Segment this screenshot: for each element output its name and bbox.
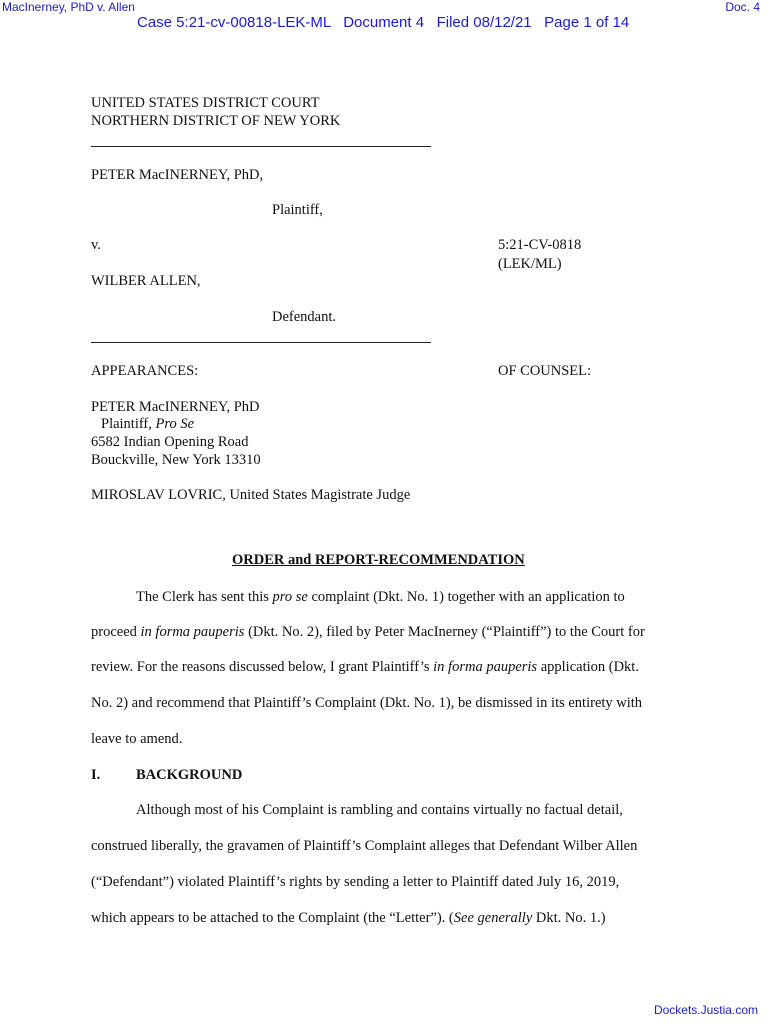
paragraph1-line4: No. 2) and recommend that Plaintiff’s Complaint (Dkt. No. 1), be dismissed in its entirety with [91, 695, 643, 711]
section-heading: BACKGROUND [136, 767, 243, 783]
judge-name: MIROSLAV LOVRIC, United States Magistrate Judge [91, 487, 411, 503]
paragraph2-line2: construed liberally, the gravamen of Plaintiff’s Complaint alleges that Defendant Wilber Allen [91, 838, 638, 854]
paragraph1-line1: The Clerk has sent this pro se complaint (Dkt. No. 1) together with an application to [136, 589, 625, 605]
caption-divider-bottom [91, 342, 431, 343]
dockets-justia-link[interactable]: Dockets.Justia.com [653, 1003, 758, 1017]
document-title: ORDER and REPORT-RECOMMENDATION [232, 552, 525, 568]
paragraph2-line1: Although most of his Complaint is rambling and contains virtually no factual detail, [136, 802, 623, 818]
paragraph2-line3: (“Defendant”) violated Plaintiff’s rights by sending a letter to Plaintiff dated July 16, 2019, [91, 874, 620, 890]
case-name-link[interactable]: MacInerney, PhD v. Allen [2, 0, 135, 14]
doc-number: Doc. 4 [725, 0, 760, 14]
paragraph2-line4: which appears to be attached to the Complaint (the “Letter”). (See generally Dkt. No. 1.) [91, 910, 606, 926]
address-line1: 6582 Indian Opening Road [91, 434, 249, 450]
address-line2: Bouckville, New York 13310 [91, 452, 261, 468]
appearances-label: APPEARANCES: [91, 363, 199, 379]
plaintiff-name: PETER MacINERNEY, PhD, [91, 167, 264, 183]
plaintiff-role: Plaintiff, [272, 202, 323, 218]
appearance-role: Plaintiff, Pro Se [101, 416, 195, 432]
appearance-name: PETER MacINERNEY, PhD [91, 399, 260, 415]
defendant-name: WILBER ALLEN, [91, 273, 201, 289]
versus: v. [91, 237, 101, 253]
case-number-line2: (LEK/ML) [498, 256, 562, 272]
court-name-line2: NORTHERN DISTRICT OF NEW YORK [91, 113, 341, 129]
paragraph1-line5: leave to amend. [91, 731, 183, 747]
section-number: I. [91, 767, 101, 783]
case-number-line1: 5:21-CV-0818 [498, 237, 582, 253]
defendant-role: Defendant. [272, 309, 337, 325]
paragraph1-line2: proceed in forma pauperis (Dkt. No. 2), filed by Peter MacInerney (“Plaintiff”) to the Court for [91, 624, 645, 640]
filing-stamp: Case 5:21-cv-00818-LEK-ML Document 4 Filed 08/12/21 Page 1 of 14 [137, 14, 630, 31]
caption-divider-top [91, 146, 431, 147]
paragraph1-line3: review. For the reasons discussed below, I grant Plaintiff’s in forma pauperis application (Dkt. [91, 659, 639, 675]
court-name-line1: UNITED STATES DISTRICT COURT [91, 95, 320, 111]
of-counsel-label: OF COUNSEL: [498, 363, 592, 379]
